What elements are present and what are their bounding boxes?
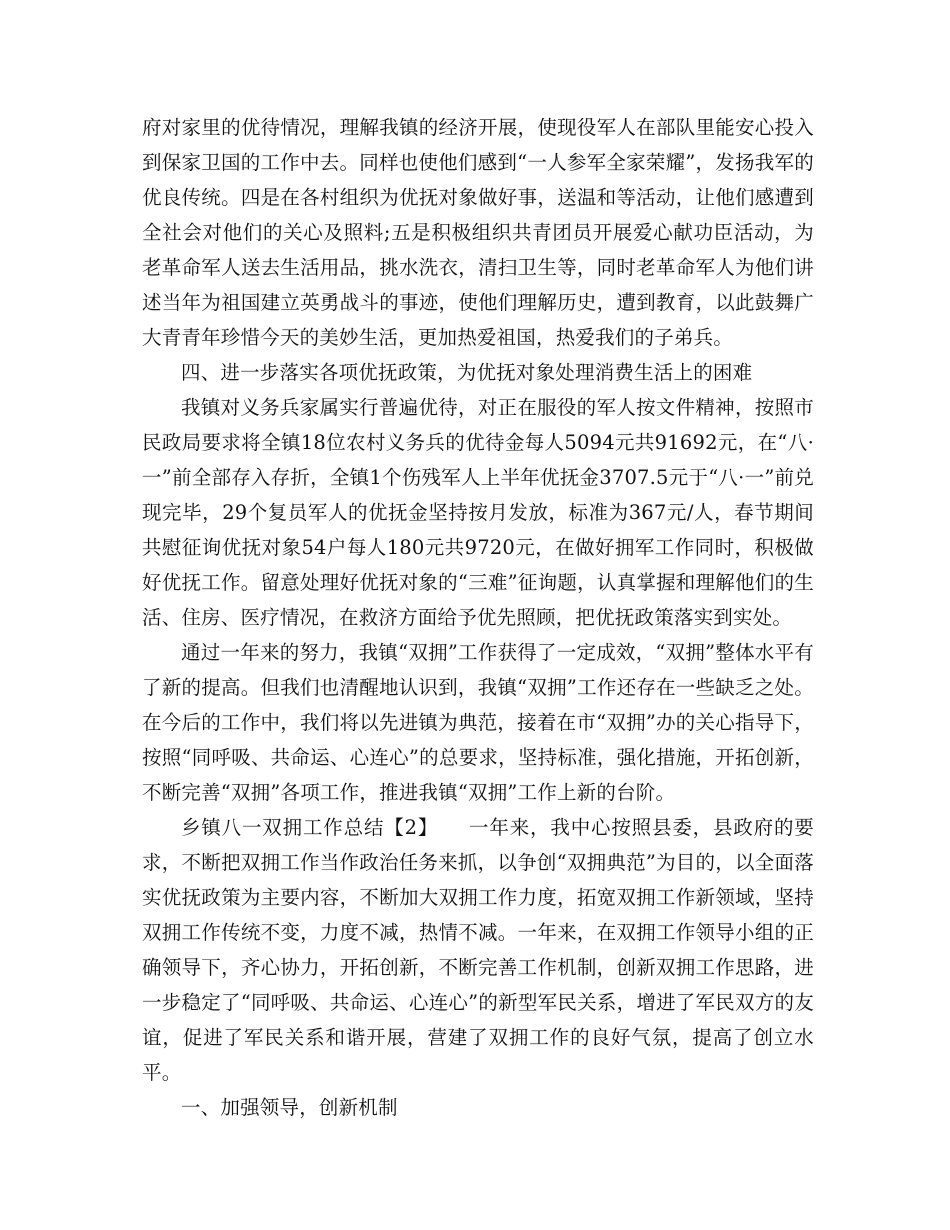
section-heading-4: 四、进一步落实各项优抚政策，为优抚对象处理消费生活上的困难	[181, 361, 753, 384]
paragraph-4: 乡镇八一双拥工作总结【2】 一年来，我中心按照县委，县政府的要求，不断把双拥工作当作政治任务来抓，以争创“双拥典范”为目的，以全面落实优抚政策为主要内容，不断加大双拥工作力度，拓宽双拥工作新领域，坚持双拥工作传统不变，力度不减，热情不减。一年来，在双拥工作领导小组的正确领导下，齐心协力，开拓创新，不断完善工作机制，创新双拥工作思路，进一步稳定了“同呼吸、共命运、心连心”的新型军民关系，增进了军民双方的友谊，促进了军民关系和谐开展，营建了双拥工作的良好气氛，提高了创立水平。	[142, 816, 814, 1084]
paragraph-2: 我镇对义务兵家属实行普遍优待，对正在服役的军人按文件精神，按照市民政局要求将全镇18位农村义务兵的优待金每人5094元共91692元，在“八·一”前全部存入存折，全镇1个伤残军人上半年优抚金3707.5元于“八·一”前兑现完毕，29个复员军人的优抚金坚持按月发放，标准为367元/人，春节期间共慰征询优抚对象54户每人180元共9720元，在做好拥军工作同时，积极做好优抚工作。留意处理好优抚对象的“三难”征询题，认真掌握和理解他们的生活、住房、医疗情况，在救济方面给予优先照顾，把优抚政策落实到实处。	[142, 396, 814, 629]
section-heading-1: 一、加强领导，创新机制	[181, 1096, 398, 1119]
paragraph-3: 通过一年来的努力，我镇“双拥”工作获得了一定成效，“双拥”整体水平有了新的提高。但我们也清醒地认识到，我镇“双拥”工作还存在一些缺乏之处。在今后的工作中，我们将以先进镇为典范，接着在市“双拥”办的关心指导下，按照“同呼吸、共命运、心连心”的总要求，坚持标准，强化措施，开拓创新，不断完善“双拥”各项工作，推进我镇“双拥”工作上新的台阶。	[142, 641, 814, 804]
paragraph-1: 府对家里的优待情况，理解我镇的经济开展，使现役军人在部队里能安心投入到保家卫国的工作中去。同样也使他们感到“一人参军全家荣耀”，发扬我军的优良传统。四是在各村组织为优抚对象做好事，送温和等活动，让他们感遭到全社会对他们的关心及照料;五是积极组织共青团员开展爱心献功臣活动，为老革命军人送去生活用品，挑水洗衣，清扫卫生等，同时老革命军人为他们讲述当年为祖国建立英勇战斗的事迹，使他们理解历史，遭到教育，以此鼓舞广大青青年珍惜今天的美妙生活，更加热爱祖国，热爱我们的子弟兵。	[142, 116, 814, 349]
document-body	[142, 110, 814, 1125]
